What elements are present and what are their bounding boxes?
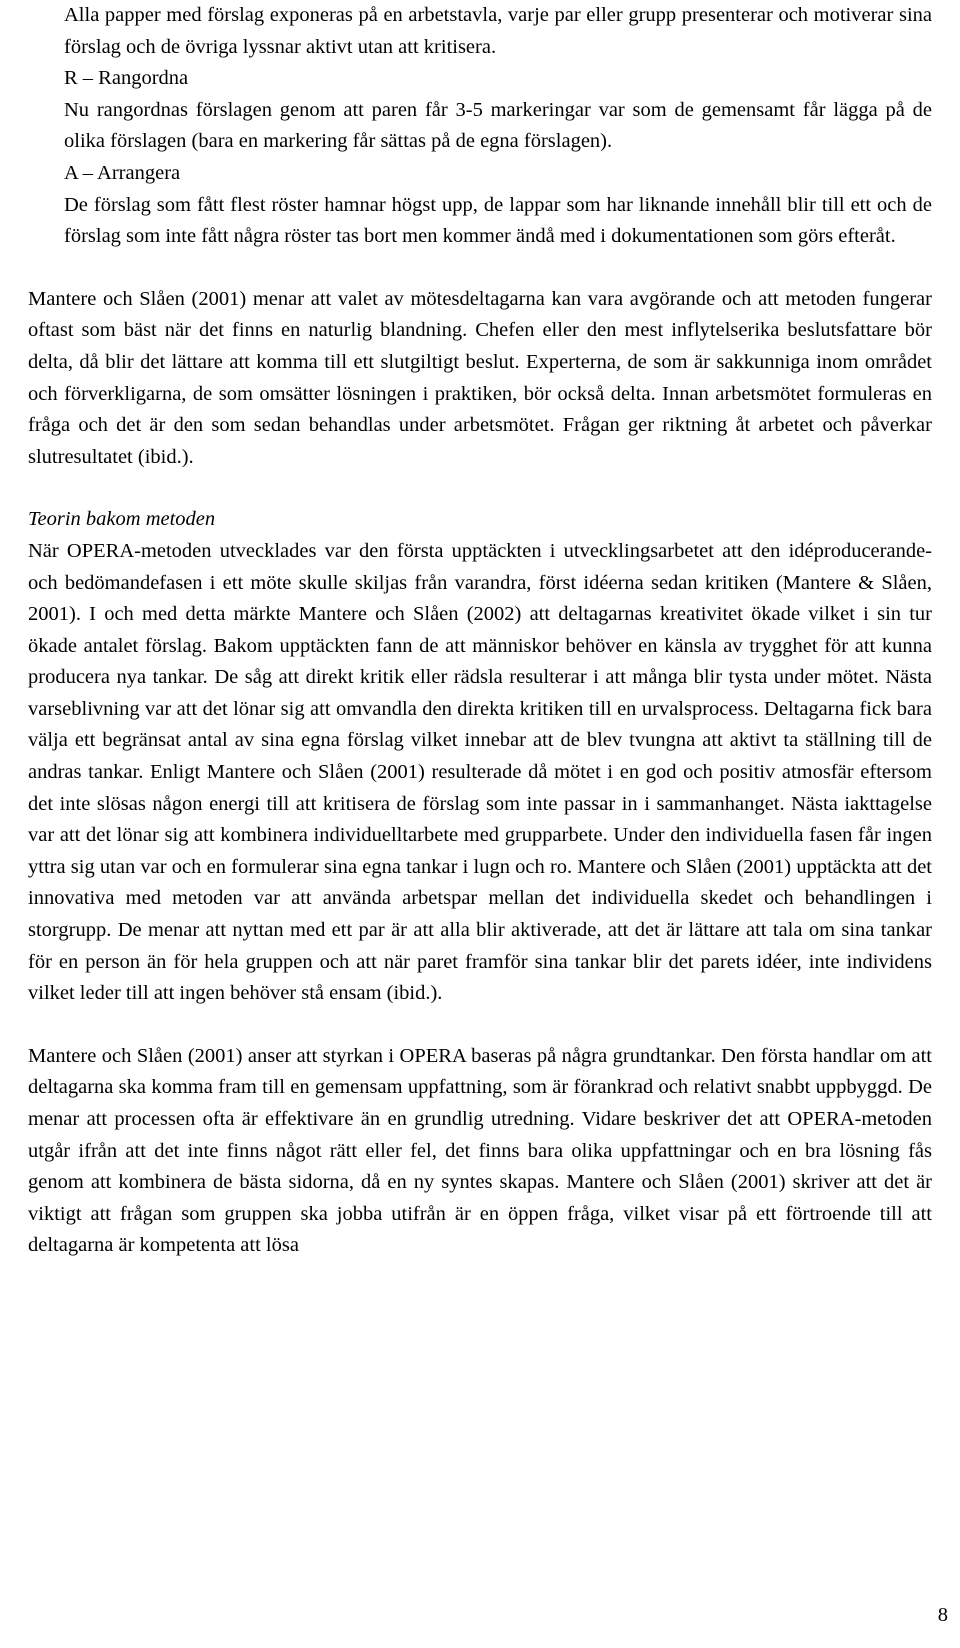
paragraph-spacer	[28, 473, 932, 504]
list-item-exponera	[64, 0, 932, 63]
body-paragraph: Mantere och Slåen (2001) anser att styrkan i OPERA baseras på några grundtankar. Den första handlar om att deltagarna ska komma fram till en gemensam uppfattning, som är förankrad och relativt snabbt uppbyggd. De menar att processen ofta är effektivare än en grundlig utredning. Vidare beskriver det att OPERA-metoden utgår ifrån att det inte finns något rätt eller fel, det finns bara olika uppfattningar och en bra lösning fås genom att kombinera de bästa sidorna, då en ny syntes skapas. Mantere och Slåen (2001) skriver att det är viktigt att frågan som gruppen ska jobba utifrån är en öppen fråga, vilket visar på ett förtroende till att deltagarna är kompetenta att lösa	[28, 1044, 932, 1257]
list-item-text: Nu rangordnas förslagen genom att paren får 3-5 markeringar var som de gemensamt får lägga på de olika förslagen (bara en markering får sättas på de egna förslagen).	[64, 98, 932, 153]
paragraph-spacer	[28, 253, 932, 284]
list-item-text: Alla papper med förslag exponeras på en arbetstavla, varje par eller grupp presenterar och motiverar sina förslag och de övriga lyssnar aktivt utan att kritisera.	[64, 4, 932, 58]
list-item-text: De förslag som fått flest röster hamnar högst upp, de lappar som har liknande innehåll blir till ett och de förslag som inte fått några röster tas bort men kommer ändå med i dokumentationen som görs efteråt.	[64, 193, 932, 248]
body-paragraph: När OPERA-metoden utvecklades var den första upptäckten i utvecklingsarbetet att den idéproducerande- och bedömandefasen i ett möte skulle skiljas från varandra, först idéerna sedan kritiken (Mantere & Slåen, 2001). I och med detta märkte Mantere och Slåen (2002) att deltagarnas kreativitet ökade vilket i sin tur ökade antalet förslag. Bakom upptäckten fann de att människor behöver en känsla av trygghet för att kunna producera nya tankar. De såg att direkt kritik eller rädsla resulterar i att många blir tysta under mötet. Nästa varseblivning var att det lönar sig att omvandla den direkta kritiken till en urvalsprocess. Deltagarna fick bara välja ett begränsat antal av sina egna förslag vilket innebar att de blev tvungna att aktivt ta ställning till de andras tankar. Enligt Mantere och Slåen (2001) resulterade då mötet i en god och positiv atmosfär eftersom det inte slösas någon energi till att kritisera de förslag som inte passar in i sammanhanget. Nästa iakttagelse var att det lönar sig att kombinera individuelltarbete med grupparbete. Under den individuella fasen får ingen yttra sig utan var och en formulerar sina egna tankar i lugn och ro. Mantere och Slåen (2001) upptäckta att det innovativa med metoden var att använda arbetspar mellan det individuella skedet och behandlingen i storgrupp. De menar att nyttan med ett par är att alla blir aktiverade, att det är lättare att tala om sina tankar för en person än för hela gruppen och att när paret framför sina tankar blir det parets idéer, inte individens vilket leder till att ingen behöver stå ensam (ibid.).	[28, 539, 932, 1005]
list-item-rangordna	[64, 63, 932, 158]
list-item-label: A – Arrangera	[64, 161, 181, 184]
paragraph-spacer	[28, 1010, 932, 1041]
body-paragraph: Mantere och Slåen (2001) menar att valet av mötesdeltagarna kan vara avgörande och att metoden fungerar oftast som bäst när det finns en naturlig blandning. Chefen eller den mest inflytelserika beslutsfattare bör delta, då blir det lättare att komma till ett slutgiltigt beslut. Experterna, de som är sakkunniga inom området och förverkligarna, de som omsätter lösningen i praktiken, bör också delta. Innan arbetsmötet formuleras en fråga och det är den som sedan behandlas under arbetsmötet. Frågan ger riktning åt arbetet och påverkar slutresultatet (ibid.).	[28, 287, 932, 468]
section-heading: Teorin bakom metoden	[28, 508, 216, 531]
list-item-label: R – Rangordna	[64, 67, 189, 90]
document-page	[28, 0, 932, 1262]
page-number: 8	[937, 1604, 948, 1626]
list-item-arrangera	[64, 158, 932, 253]
